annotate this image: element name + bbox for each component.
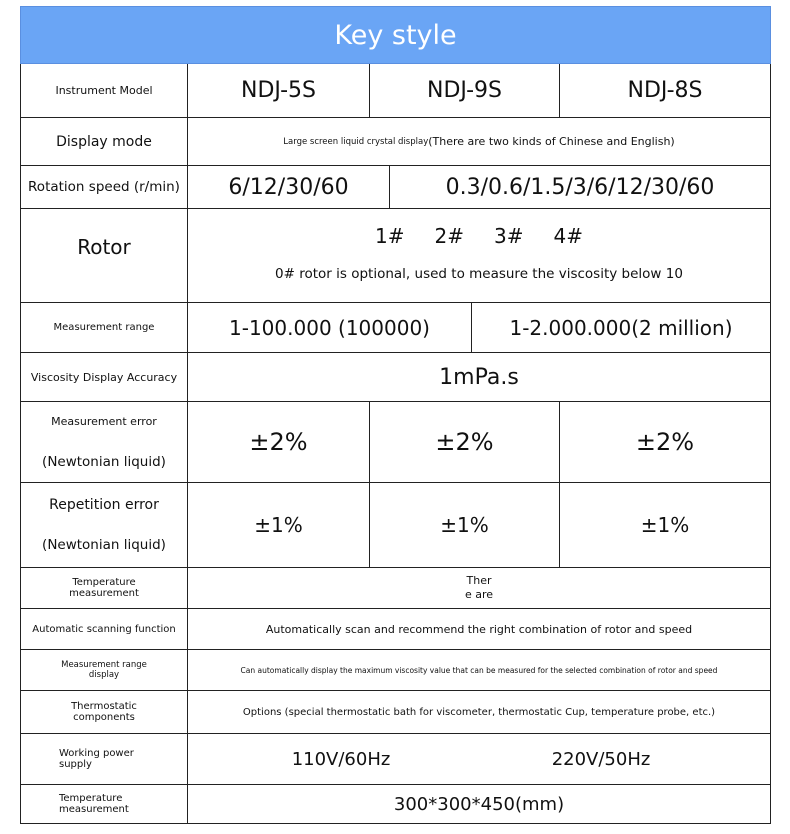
row-label-line-1: Temperature [59, 793, 123, 804]
auto-scan-value: Automatically scan and recommend the right combination of rotor and speed [265, 622, 693, 636]
row-label-line-2: (Newtonian liquid) [42, 537, 166, 553]
display-mode-text: Large screen liquid crystal display [283, 136, 429, 147]
repetition-value-1: ±1% [254, 513, 303, 537]
page-title: Key style [20, 6, 771, 64]
table-row-repetition-error [20, 483, 771, 568]
error-value-2: ±2% [369, 402, 559, 482]
temperature-value-line-1: Ther [466, 574, 492, 587]
row-label [21, 568, 188, 608]
rotor-value [188, 209, 770, 302]
row-label-line-2: display [88, 670, 120, 680]
row-label [21, 734, 188, 784]
row-label-line-2: measurement [69, 588, 139, 599]
row-label: Viscosity Display Accuracy [21, 353, 188, 401]
row-label: Automatic scanning function [21, 609, 188, 649]
range-display-value: Can automatically display the maximum viscosity value that can be measured for the selected combination of rotor and speed [240, 665, 718, 675]
row-label-line-1: Working power [59, 748, 134, 759]
row-label-line-1: Thermostatic [71, 701, 137, 712]
row-label: Rotation speed (r/min) [21, 166, 188, 208]
row-label-line-1: Measurement range [61, 660, 147, 670]
accuracy-value: 1mPa.s [439, 364, 519, 390]
row-label: Display mode [21, 118, 188, 165]
row-label [21, 483, 188, 567]
row-label-line-2: components [73, 712, 135, 723]
thermostatic-value: Options (special thermostatic bath for viscometer, thermostatic Cup, temperature probe, etc.) [242, 706, 716, 718]
table-row-display-mode [20, 118, 771, 166]
spec-sheet [20, 6, 771, 824]
rotor-1: 1# [375, 223, 405, 248]
row-label-line-2: supply [59, 759, 92, 770]
table-row-measurement-error [20, 402, 771, 483]
row-label: Measurement range [21, 303, 188, 352]
row-label-line-2: (Newtonian liquid) [42, 453, 166, 470]
row-label [21, 402, 188, 482]
table-row-temperature [20, 568, 771, 609]
rotor-3: 3# [494, 223, 524, 248]
display-mode-value [188, 118, 770, 165]
rotor-2: 2# [434, 223, 464, 248]
row-label-line-1: Repetition error [49, 497, 159, 513]
speed-value-1: 6/12/30/60 [228, 174, 349, 200]
row-label [21, 691, 188, 733]
row-label [21, 650, 188, 690]
model-value-2: NDJ-9S [369, 64, 559, 117]
size-value: 300*300*450(mm) [393, 793, 565, 815]
model-value-1: NDJ-5S [240, 78, 316, 103]
row-label-line-1: Measurement error [51, 414, 157, 428]
power-value-2: 220V/50Hz [551, 748, 651, 770]
table-row-rotation-speed [20, 166, 771, 209]
table-row-model [20, 64, 771, 118]
rotor-list [375, 224, 583, 248]
rotor-note: 0# rotor is optional, used to measure the viscosity below 10 [275, 265, 683, 282]
repetition-value-2: ±1% [369, 483, 559, 567]
power-value-1: 110V/60Hz [291, 748, 391, 770]
speed-value-2: 0.3/0.6/1.5/3/6/12/30/60 [389, 166, 770, 208]
row-label: Instrument Model [21, 64, 188, 117]
table-row-size [20, 785, 771, 824]
table-row-thermostatic [20, 691, 771, 734]
row-label [21, 785, 188, 823]
display-mode-note: (There are two kinds of Chinese and English) [428, 135, 675, 148]
temperature-value-line-2: e are [464, 588, 494, 601]
row-label-line-2: measurement [59, 804, 129, 815]
error-value-1: ±2% [249, 428, 308, 456]
table-row-measurement-range [20, 303, 771, 353]
rotor-4: 4# [553, 223, 583, 248]
table-row-range-display [20, 650, 771, 691]
table-row-auto-scan [20, 609, 771, 650]
range-value-1: 1-100.000 (100000) [229, 315, 430, 340]
table-row-power [20, 734, 771, 785]
table-row-rotor [20, 209, 771, 303]
error-value-3: ±2% [559, 402, 770, 482]
repetition-value-3: ±1% [559, 483, 770, 567]
table-row-accuracy [20, 353, 771, 402]
model-value-3: NDJ-8S [559, 64, 770, 117]
temperature-value [188, 568, 770, 608]
range-value-2: 1-2.000.000(2 million) [471, 303, 770, 352]
row-label: Rotor [21, 209, 188, 302]
row-label-line-1: Temperature [72, 577, 136, 588]
